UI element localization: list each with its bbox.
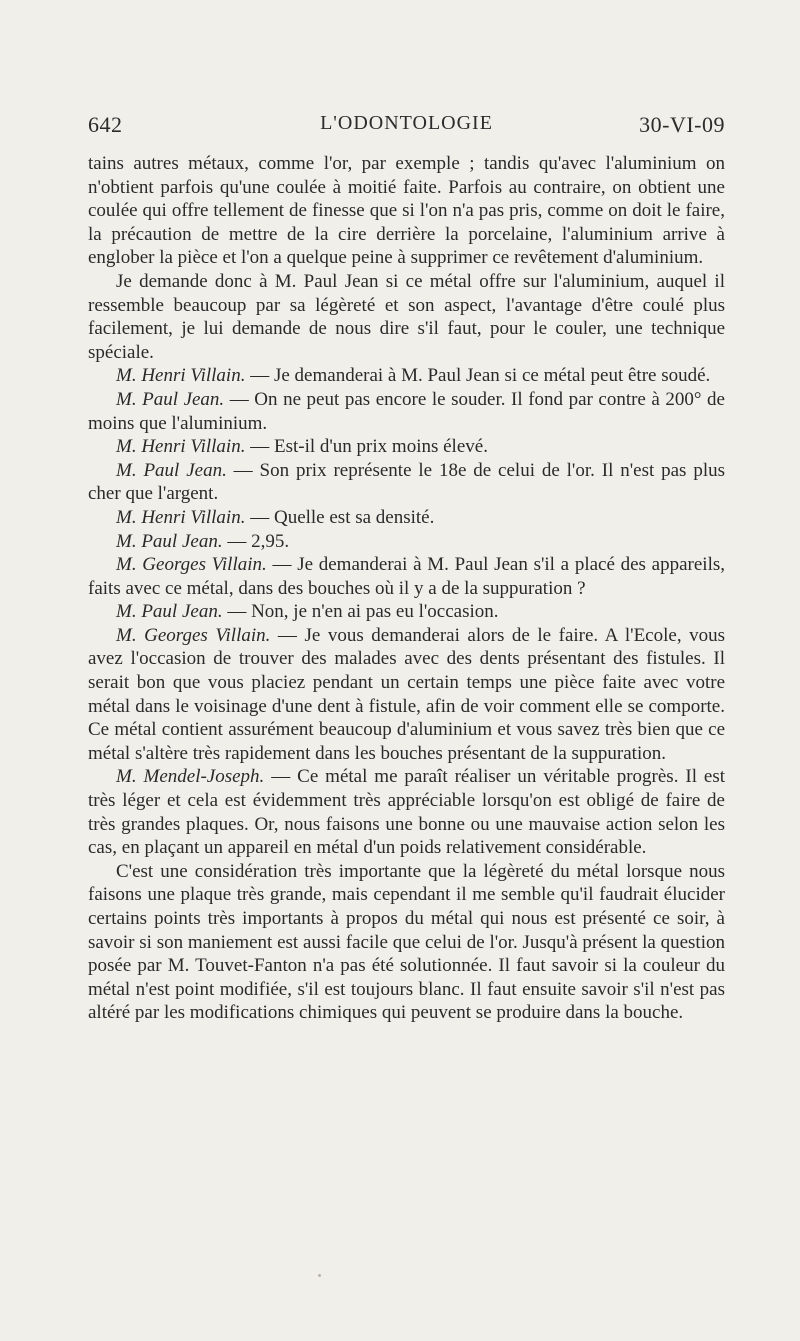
body-text bbox=[88, 152, 725, 1025]
paragraph bbox=[88, 530, 725, 554]
speaker-name: M. Georges Villain. bbox=[116, 624, 271, 646]
paragraph-text: C'est une considération très importante que la légèreté du métal lorsque nous faisons une plaque très grande, mais cependant il me semble qu'il faudrait élucider certains points très importants à propos du métal qui nous est présenté ce soir, à savoir si son maniement est aussi facile que celui de l'or. Jusqu'à présent la question posée par M. Touvet-Fanton n'a pas été solutionnée. Il faut savoir si la couleur du métal n'est point modifiée, s'il est toujours blanc. Il faut ensuite savoir s'il n'est pas altéré par les modifications chimiques qui peuvent se produire dans la bouche. bbox=[88, 860, 725, 1024]
paragraph-text: tains autres métaux, comme l'or, par exemple ; tandis qu'avec l'aluminium on n'obtient parfois qu'une coulée à moitié faite. Parfois au contraire, on obtient une coulée qui offre tellement de finesse que si l'on n'a pas pris, comme on doit le faire, la précaution de mettre de la cire derrière la porcelaine, l'aluminium arrive à englober la pièce et l'on a quelque peine à supprimer ce revêtement d'aluminium. bbox=[88, 153, 725, 269]
paragraph-text: — Je demanderai à M. Paul Jean s'il a placé des appareils, faits avec ce métal, dans des bouches où il y a de la suppuration ? bbox=[88, 554, 725, 599]
paragraph bbox=[88, 765, 725, 859]
paragraph-text: — Est-il d'un prix moins élevé. bbox=[245, 436, 488, 458]
paragraph bbox=[88, 270, 725, 364]
paragraph-text: — Son prix représente le 18e de celui de l'or. Il n'est pas plus cher que l'argent. bbox=[88, 459, 725, 505]
running-head bbox=[88, 112, 725, 142]
paragraph bbox=[88, 624, 725, 766]
paragraph bbox=[88, 435, 725, 459]
speaker-name: M. Georges Villain. bbox=[116, 554, 267, 576]
paragraph-text: — Ce métal me paraît réaliser un véritable progrès. Il est très léger et cela est évidemment très appréciable lorsqu'on est obligé de faire de très grandes plaques. Or, nous faisons une bonne ou une mauvaise action selon les cas, en plaçant un appareil en métal d'un poids relativement considérable. bbox=[88, 766, 725, 859]
paragraph-text: — On ne peut pas encore le souder. Il fond par contre à 200° de moins que l'aluminium. bbox=[88, 388, 725, 434]
speaker-name: M. Mendel-Joseph. bbox=[116, 766, 265, 788]
paragraph bbox=[88, 388, 725, 435]
journal-title: L'ODONTOLOGIE bbox=[320, 112, 493, 134]
speaker-name: M. Henri Villain. bbox=[116, 365, 246, 387]
paragraph bbox=[88, 459, 725, 506]
speaker-name: M. Henri Villain. bbox=[116, 436, 246, 458]
paragraph bbox=[88, 506, 725, 530]
speaker-name: M. Paul Jean. bbox=[116, 459, 227, 481]
speaker-name: M. Henri Villain. bbox=[116, 506, 246, 528]
issue-date: 30-VI-09 bbox=[639, 112, 725, 137]
paragraph bbox=[88, 364, 725, 388]
speaker-name: M. Paul Jean. bbox=[116, 530, 223, 552]
speaker-name: M. Paul Jean. bbox=[116, 388, 225, 410]
paragraph bbox=[88, 152, 725, 270]
page-number: 642 bbox=[88, 112, 123, 137]
paragraph-text: — Je demanderai à M. Paul Jean si ce métal peut être soudé. bbox=[245, 365, 711, 387]
paragraph-text: — Quelle est sa densité. bbox=[245, 506, 435, 528]
paragraph-text: — Je vous demanderai alors de le faire. A l'Ecole, vous avez l'occasion de trouver des malades avec des dents présentant des fistules. Il serait bon que vous placiez pendant un certain temps une pièce faite avec votre métal dans le voisinage d'une dent à fistule, afin de voir comment elle se comporte. Ce métal contient assurément beaucoup d'aluminium et vous savez très bien que ce métal s'altère très rapidement dans les bouches présentant de la suppuration. bbox=[88, 624, 726, 764]
paragraph-text: — Non, je n'en ai pas eu l'occasion. bbox=[222, 601, 499, 623]
paragraph bbox=[88, 600, 725, 624]
paper-speck bbox=[318, 1274, 321, 1277]
speaker-name: M. Paul Jean. bbox=[116, 601, 223, 623]
paragraph bbox=[88, 860, 725, 1025]
paragraph-text: Je demande donc à M. Paul Jean si ce métal offre sur l'aluminium, auquel il ressemble beaucoup par sa légèreté et son aspect, l'avantage d'être coulé plus facilement, je lui demande de nous dire s'il faut, pour le couler, une technique spéciale. bbox=[88, 270, 725, 363]
paragraph-text: — 2,95. bbox=[222, 530, 290, 552]
paragraph bbox=[88, 553, 725, 600]
